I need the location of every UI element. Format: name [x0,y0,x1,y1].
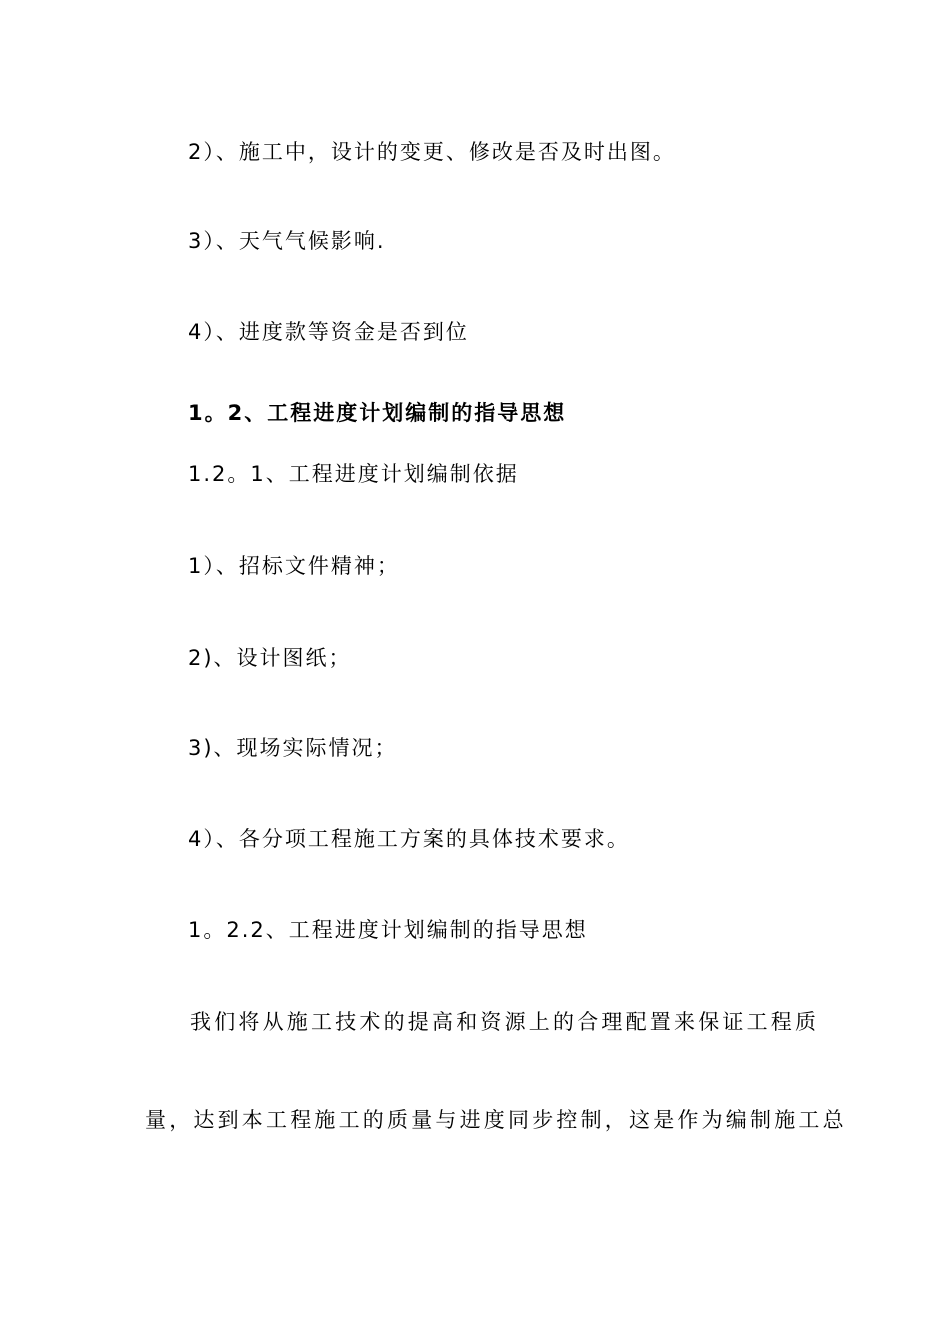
list-item-tender-documents: 1）、招标文件精神； [188,554,400,578]
section-heading: 1。2、工程进度计划编制的指导思想 [188,401,567,425]
subsection-heading-basis: 1.2。1、工程进度计划编制依据 [188,462,519,486]
list-item-design-changes: 2）、施工中，设计的变更、修改是否及时出图。 [188,140,676,164]
list-item-design-drawings: 2)、设计图纸； [188,646,352,670]
subsection-heading-guiding-ideas: 1。2.2、工程进度计划编制的指导思想 [188,918,588,942]
paragraph-line: 量，达到本工程施工的质量与进度同步控制，这是作为编制施工总 [145,1108,847,1132]
list-item-site-conditions: 3)、现场实际情况； [188,736,398,760]
paragraph-line: 我们将从施工技术的提高和资源上的合理配置来保证工程质 [190,1010,820,1034]
list-item-funding: 4）、进度款等资金是否到位 [188,320,469,344]
list-item-technical-requirements: 4）、各分项工程施工方案的具体技术要求。 [188,827,630,851]
list-item-weather: 3）、天气气候影响. [188,229,386,253]
